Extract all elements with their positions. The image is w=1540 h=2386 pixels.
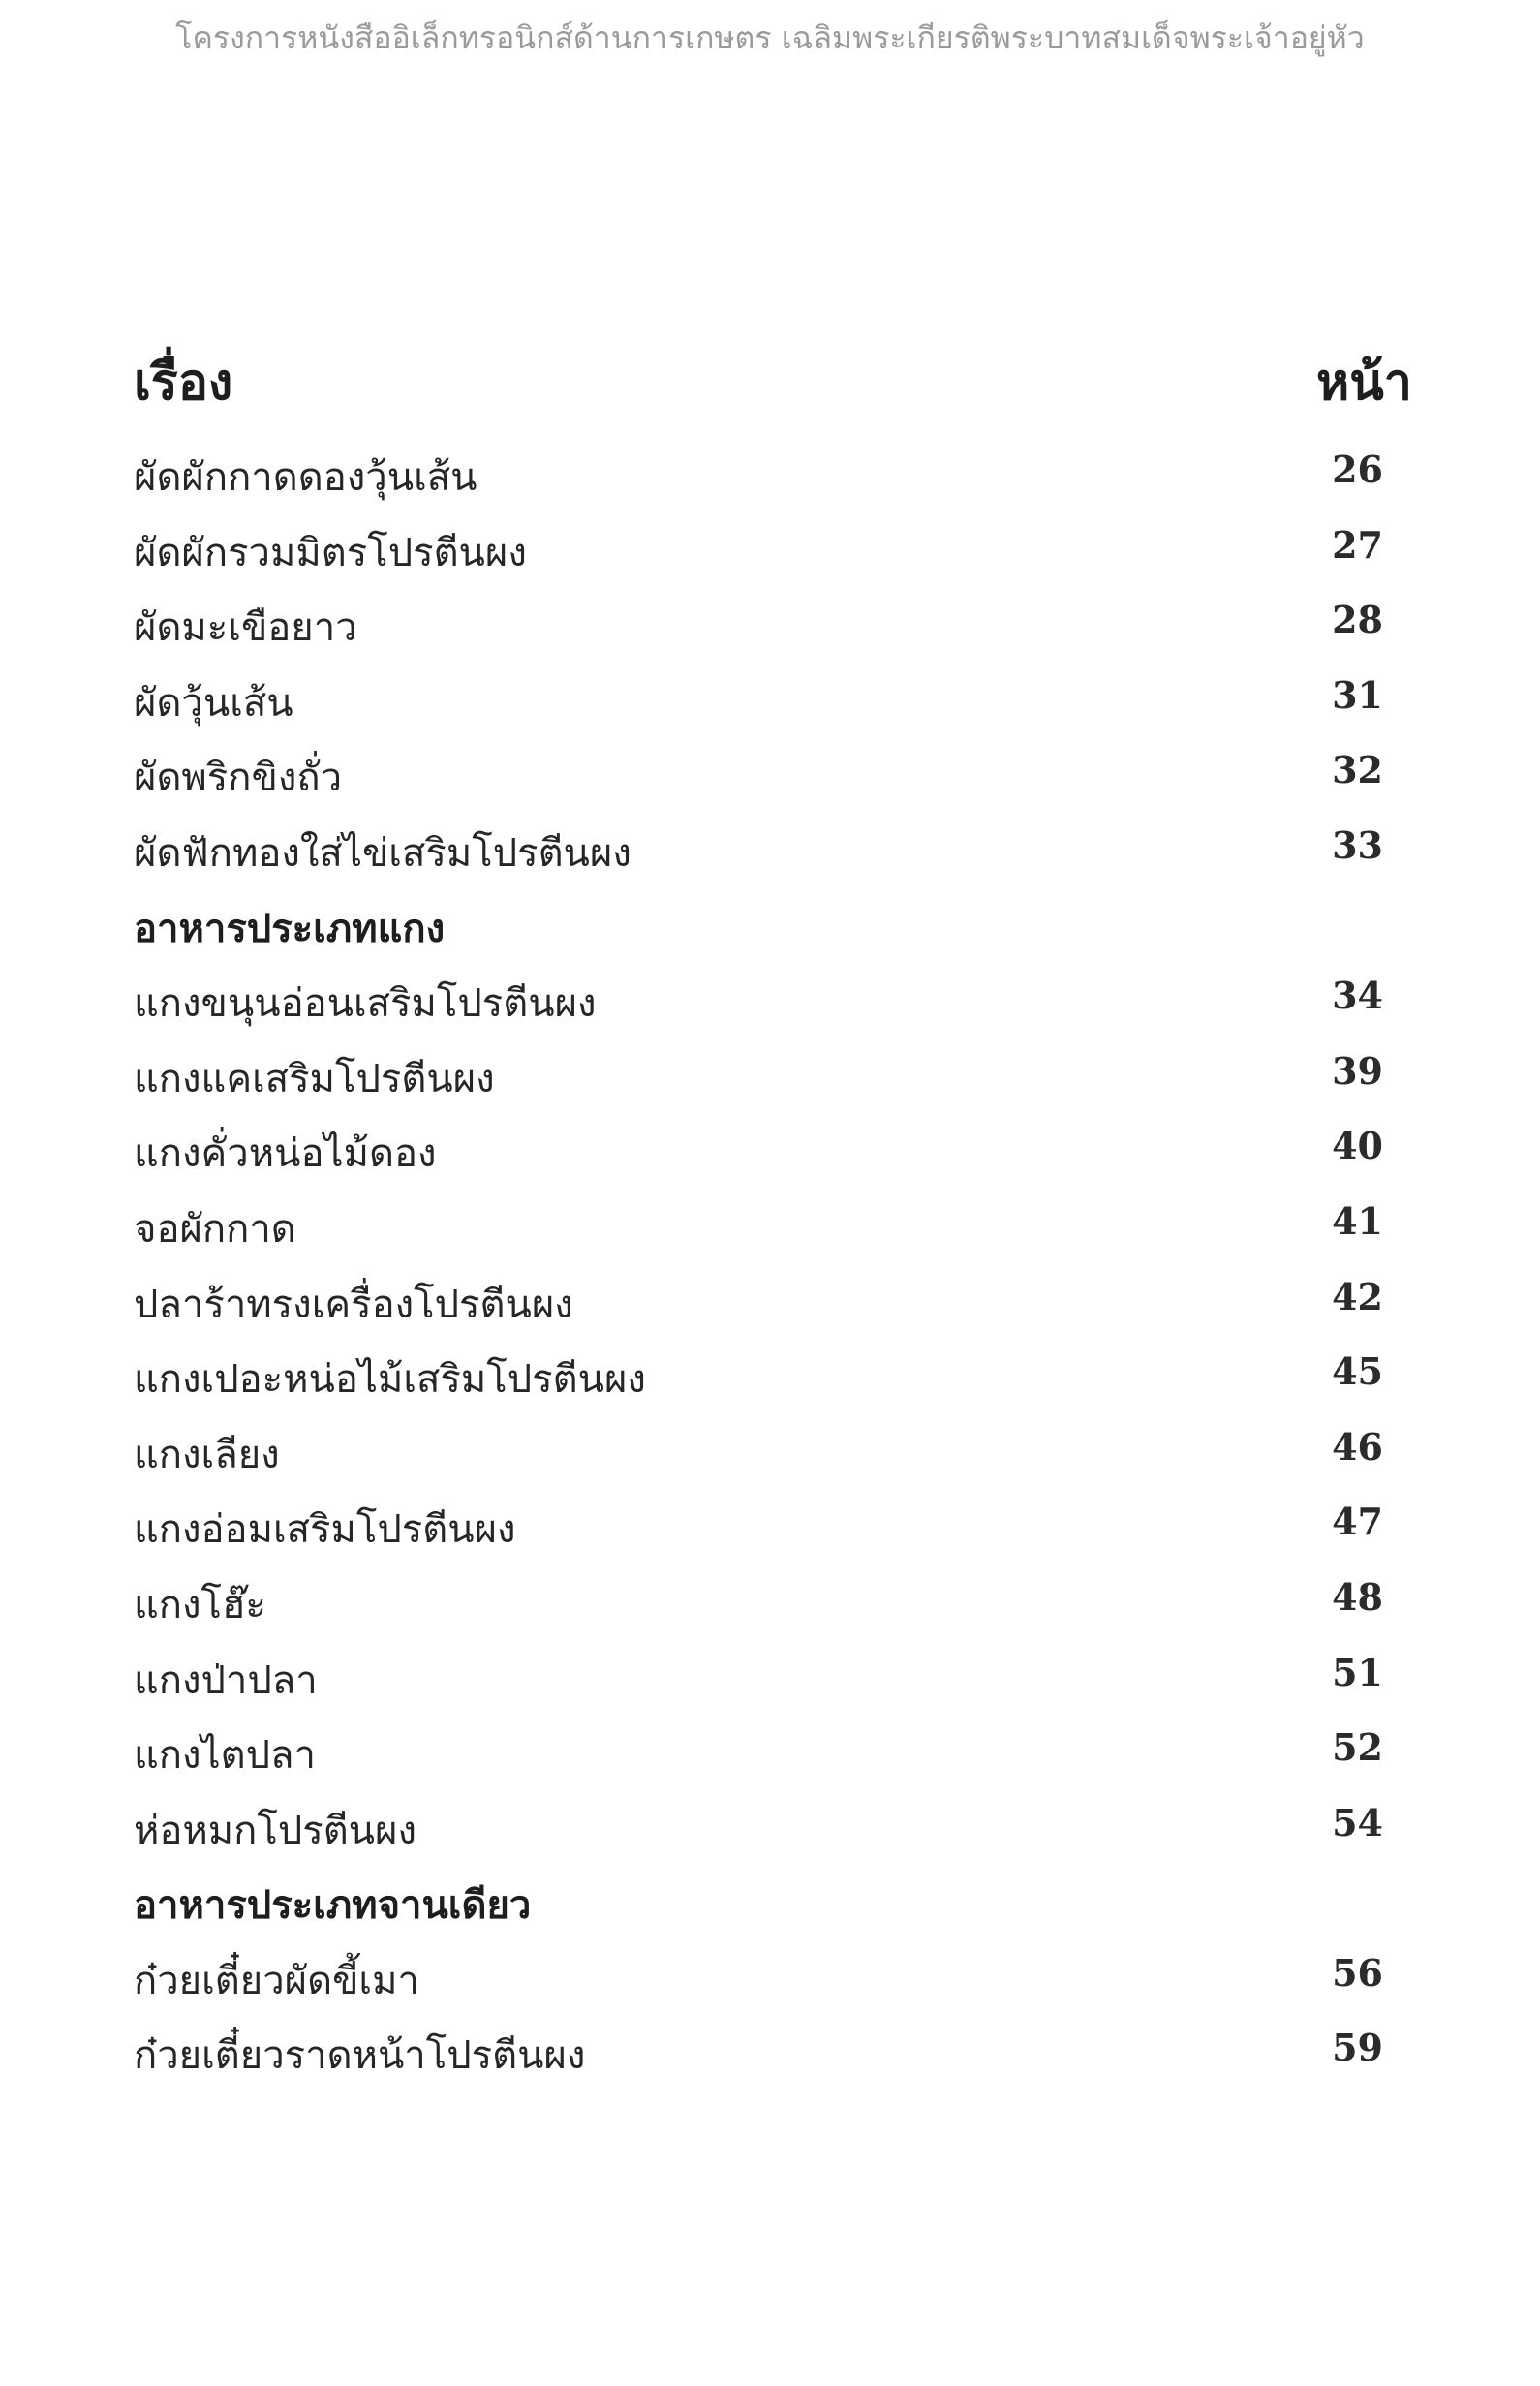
- toc-section-heading: [134, 1866, 1383, 1941]
- toc-entry-page: 47: [1332, 1500, 1383, 1544]
- toc-entry-page: 46: [1332, 1424, 1383, 1469]
- toc-section-heading: [134, 889, 1383, 965]
- toc-entry: [134, 1340, 1383, 1415]
- toc-section-title: อาหารประเภทแกง: [134, 905, 446, 951]
- toc-entry-page: 31: [1332, 672, 1383, 717]
- toc-entry-page: 54: [1332, 1800, 1383, 1844]
- toc-entry-title: ผัดมะเขือยาว: [134, 605, 357, 651]
- toc-entry-title: แกงไตปลา: [134, 1733, 316, 1779]
- toc-entry: [134, 1490, 1383, 1565]
- toc-entry-title: ปลาร้าทรงเครื่องโปรตีนผง: [134, 1282, 573, 1327]
- toc-entry-page: 52: [1332, 1725, 1383, 1770]
- toc-entry: [134, 2016, 1383, 2092]
- toc-entry-page: 34: [1332, 974, 1383, 1018]
- toc-entry: [134, 964, 1383, 1039]
- toc-entry-page: 40: [1332, 1124, 1383, 1168]
- toc-entry: [134, 1641, 1383, 1717]
- toc-header-title: เรื่อง: [134, 353, 233, 412]
- toc-entry: [134, 1791, 1383, 1867]
- toc-entry-page: 39: [1332, 1048, 1383, 1093]
- toc-entry: [134, 438, 1383, 513]
- toc-entry-title: แกงป่าปลา: [134, 1658, 318, 1703]
- toc-entry-page: 26: [1332, 448, 1383, 491]
- project-banner: โครงการหนังสืออิเล็กทรอนิกส์ด้านการเกษตร เฉลิมพระเกียรติพระบาทสมเด็จพระเจ้าอยู่หัว: [175, 19, 1365, 56]
- toc-entry-page: 51: [1332, 1650, 1383, 1694]
- toc-entry: [134, 1941, 1383, 2017]
- toc-entry-page: 56: [1332, 1950, 1383, 1995]
- toc-entry-page: 59: [1332, 2026, 1383, 2070]
- toc-entry-title: ก๋วยเตี๋ยวผัดขี้เมา: [134, 1958, 419, 2003]
- toc-entry-title: จอผักกาด: [134, 1206, 296, 1252]
- toc-entry-title: ผัดวุ้นเส้น: [134, 680, 293, 726]
- toc-entry: [134, 738, 1383, 814]
- toc-entry-page: 33: [1332, 822, 1383, 867]
- toc-entry: [134, 513, 1383, 589]
- toc-header-page: หน้า: [1315, 353, 1412, 412]
- toc-entry: [134, 588, 1383, 664]
- toc-header: [134, 341, 1412, 428]
- toc-entry-page: 28: [1332, 598, 1383, 642]
- toc-entry-page: 45: [1332, 1349, 1383, 1394]
- toc-entry: [134, 1565, 1383, 1641]
- toc-entry: [134, 814, 1383, 889]
- toc-entry-title: แกงแคเสริมโปรตีนผง: [134, 1056, 495, 1101]
- toc-entry-page: 32: [1332, 748, 1383, 792]
- toc-entry-title: แกงคั่วหน่อไม้ดอง: [134, 1131, 437, 1177]
- toc-entry-title: แกงเลียง: [134, 1432, 280, 1477]
- toc-entry-title: แกงโฮ๊ะ: [134, 1582, 266, 1627]
- toc-entry-title: แกงอ่อมเสริมโปรตีนผง: [134, 1507, 516, 1553]
- toc-entry: [134, 1265, 1383, 1341]
- toc-entry-title: แกงขนุนอ่อนเสริมโปรตีนผง: [134, 981, 597, 1027]
- toc-entry-title: ผัดฟักทองใส่ไข่เสริมโปรตีนผง: [134, 830, 631, 876]
- toc-entry-page: 27: [1332, 522, 1383, 567]
- toc-entry-page: 48: [1332, 1574, 1383, 1619]
- toc-entry: [134, 1415, 1383, 1491]
- toc-entry: [134, 1039, 1383, 1115]
- toc-entry-title: ผัดผักกาดดองวุ้นเส้น: [134, 455, 477, 500]
- toc-entry-title: ผัดผักรวมมิตรโปรตีนผง: [134, 530, 527, 575]
- toc-entry: [134, 664, 1383, 739]
- table-of-contents: [134, 438, 1383, 2092]
- toc-entry: [134, 1190, 1383, 1265]
- toc-entry-page: 41: [1332, 1198, 1383, 1243]
- toc-entry: [134, 1114, 1383, 1190]
- toc-entry-title: แกงเปอะหน่อไม้เสริมโปรตีนผง: [134, 1357, 646, 1403]
- toc-entry-title: ก๋วยเตี๋ยวราดหน้าโปรตีนผง: [134, 2033, 586, 2079]
- toc-section-title: อาหารประเภทจานเดียว: [134, 1882, 532, 1929]
- toc-entry-title: ผัดพริกขิงถั่ว: [134, 756, 343, 801]
- toc-entry-title: ห่อหมกโปรตีนผง: [134, 1808, 416, 1853]
- toc-entry-page: 42: [1332, 1274, 1383, 1318]
- toc-entry: [134, 1716, 1383, 1791]
